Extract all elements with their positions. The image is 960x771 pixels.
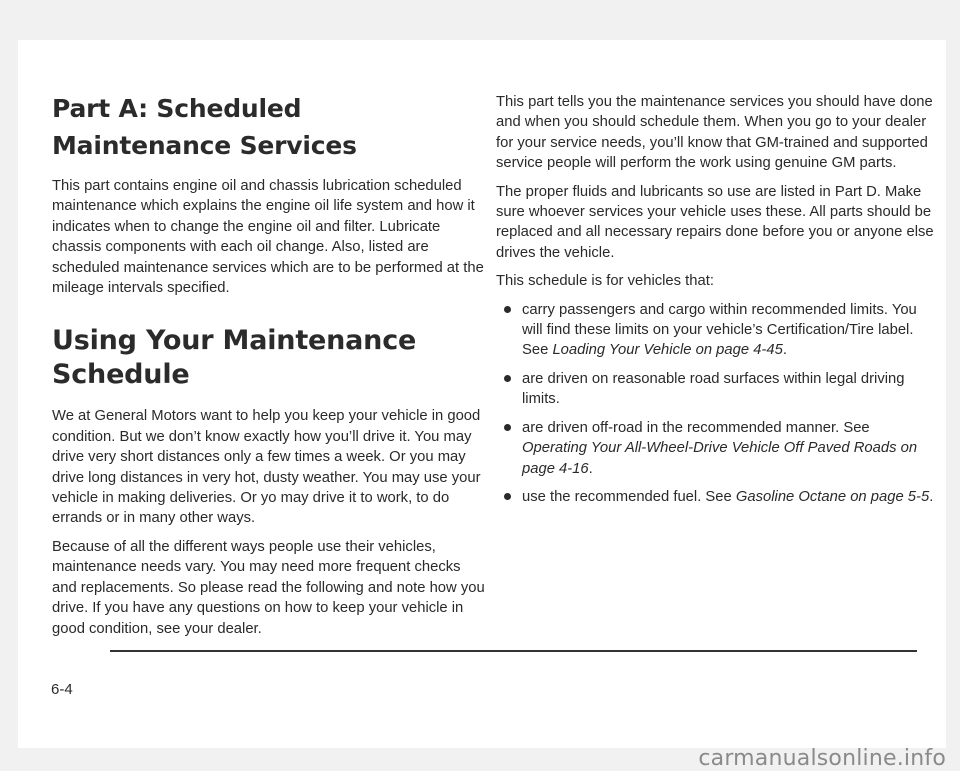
vehicle-criteria-list [496,300,936,508]
list-item [496,418,936,479]
cross-reference-link[interactable]: Operating Your All-Wheel-Drive Vehicle Off Paved Roads on page 4-16 [522,440,918,477]
site-watermark: carmanualsonline.info [698,746,946,771]
footer-divider [110,650,917,652]
schedule-paragraph-1: We at General Motors want to help you keep your vehicle in good condition. But we don’t know exactly how you’ll drive it. You may drive very short distances only a few times a week. Or you may drive long distances in very hot, dusty weather. You may use your vehicle in making deliveries. Or yo may drive it to work, to do errands or in many other ways. [52,408,481,527]
maintenance-schedule-heading: Using Your Maintenance Schedule [52,325,417,391]
part-a-intro: This part contains engine oil and chassis lubrication scheduled maintenance which explains the engine oil life system and how it indicates when to change the engine oil and filter. Lubricate chassis components with each oil change. Also, listed are scheduled maintenance services which are to be performed at the mileage intervals specified. [52,178,484,297]
cross-reference-link[interactable]: Loading Your Vehicle on page 4-45 [552,342,783,359]
services-paragraph: This part tells you the maintenance services you should have done and when you should schedule them. When you go to your dealer for your service needs, you’ll know that GM-trained and supported service people will perform the work using genuine GM parts. [496,94,933,172]
left-column [52,90,487,647]
right-column [496,92,936,515]
bullet-icon [504,424,511,431]
bullet-icon [504,493,511,500]
manual-page [18,40,946,748]
list-item-text: carry passengers and cargo within recommended limits. You will find these limits on your vehicle’s Certification/Tire label. See [522,301,917,359]
cross-reference-link[interactable]: Gasoline Octane on page 5-5 [735,488,930,505]
page-number: 6-4 [51,681,73,698]
list-item-text: use the recommended fuel. See [522,488,736,505]
schedule-paragraph-2: Because of all the different ways people use their vehicles, maintenance needs vary. You may need more frequent checks and replacements. So please read the following and note how you drive. If you have any questions on how to keep your vehicle in good condition, see your dealer. [52,538,485,637]
bullet-icon [504,375,511,382]
part-a-heading: Part A: Scheduled Maintenance Services [52,94,357,160]
bullet-icon [504,306,511,313]
list-item-end: . [588,460,593,477]
list-item-end: . [929,488,934,505]
list-item [496,300,936,361]
list-item-end: . [782,342,787,359]
schedule-intro: This schedule is for vehicles that: [496,273,714,290]
list-item-text: are driven on reasonable road surfaces within legal driving limits. [522,370,905,408]
fluids-paragraph: The proper fluids and lubricants so use are listed in Part D. Make sure whoever services your vehicle uses these. All parts should be replaced and all necessary repairs done before you or anyone else drives the vehicle. [496,183,934,261]
list-item-text: are driven off-road in the recommended manner. See [522,419,870,436]
list-item [496,369,936,410]
list-item [496,487,936,507]
